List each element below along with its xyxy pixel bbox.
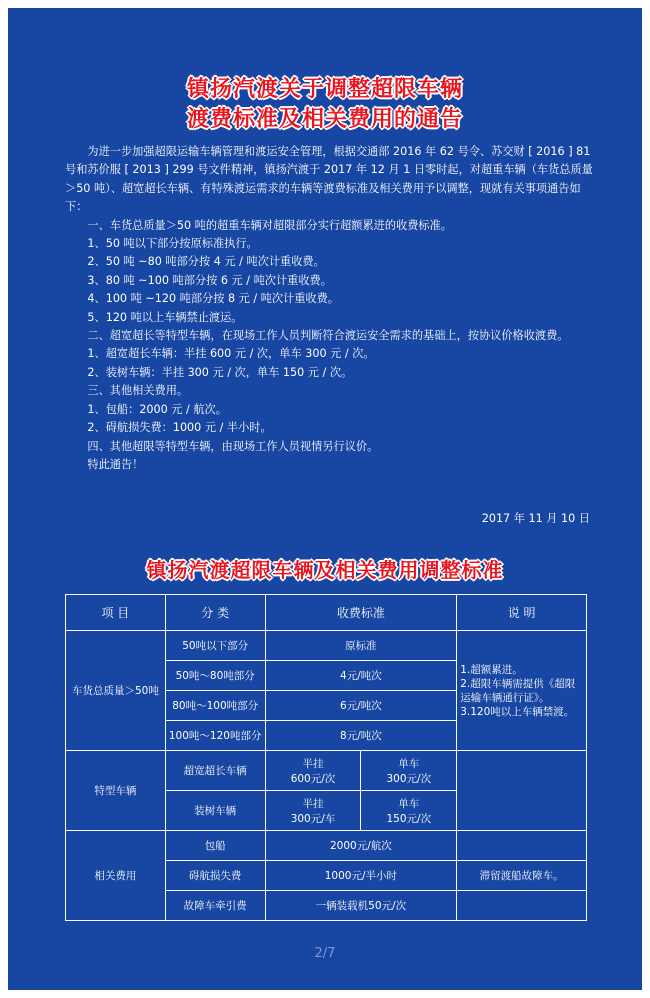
- table-row: [66, 751, 587, 791]
- clause-2-item-2: 2、装树车辆：半挂 300 元 / 次，单车 150 元 / 次。: [87, 365, 353, 379]
- clause-1-item-3: 3、80 吨 ~100 吨部分按 6 元 / 吨次计重收费。: [87, 273, 332, 287]
- clause-1-item-5: 5、120 吨以上车辆禁止渡运。: [87, 310, 243, 324]
- header-fee: 收费标准: [265, 595, 457, 631]
- fee-cell: 一辆装载机50元/次: [265, 891, 457, 921]
- heavy-item-cell: 车货总质量＞50吨: [66, 631, 166, 751]
- table-row: [66, 831, 587, 861]
- clause-2: 二、超宽超长等特型车辆，在现场工作人员判断符合渡运安全需求的基础上，按协议价格收渡费。: [87, 329, 569, 343]
- fee-cell: 6元/吨次: [265, 691, 457, 721]
- category-cell: 50吨以下部分: [165, 631, 265, 661]
- category-cell: 80吨～100吨部分: [165, 691, 265, 721]
- table-title: 镇扬汽渡超限车辆及相关费用调整标准: [146, 558, 504, 582]
- single-fee: 150元/次: [386, 812, 432, 825]
- single-label: 单车: [398, 797, 420, 810]
- header-item: 项 目: [66, 595, 166, 631]
- fee-cell: 1000元/半小时: [265, 861, 457, 891]
- closing-line: 特此通告！: [87, 457, 144, 471]
- notice-date: 2017 年 11 月 10 日: [481, 512, 590, 525]
- single-fee: 300元/次: [386, 772, 432, 785]
- fee-cell: 8元/吨次: [265, 721, 457, 751]
- notice-body: [65, 143, 593, 474]
- note-cell: 滞留渡船故障车。: [457, 861, 587, 891]
- fee-cell: 2000元/航次: [265, 831, 457, 861]
- table-row: [66, 631, 587, 661]
- heavy-notes-cell: [457, 631, 587, 751]
- category-cell: 故障车牵引费: [165, 891, 265, 921]
- category-cell: 超宽超长车辆: [165, 751, 265, 791]
- note-line: 1.超额累进。: [460, 663, 523, 676]
- table-header-row: [66, 595, 587, 631]
- clause-2-item-1: 1、超宽超长车辆：半挂 600 元 / 次，单车 300 元 / 次。: [87, 347, 375, 361]
- notice-title-line2: 渡费标准及相关费用的通告: [186, 107, 463, 132]
- semi-fee: 300元/车: [290, 812, 336, 825]
- category-cell: 包船: [165, 831, 265, 861]
- fee-cell: 4元/吨次: [265, 661, 457, 691]
- clause-3-item-2: 2、碍航损失费：1000 元 / 半小时。: [87, 421, 272, 435]
- semi-fee: 600元/次: [290, 772, 336, 785]
- special-notes-cell: [457, 751, 587, 831]
- clause-3: 三、其他相关费用。: [87, 384, 189, 398]
- notice-title-line1: 镇扬汽渡关于调整超限车辆: [186, 77, 463, 102]
- note-cell: [457, 891, 587, 921]
- fee-cell: 原标准: [265, 631, 457, 661]
- note-line: 3.120吨以上车辆禁渡。: [460, 705, 575, 718]
- clause-3-item-1: 1、包船：2000 元 / 航次。: [87, 402, 227, 416]
- header-category: 分 类: [165, 595, 265, 631]
- special-item-cell: 特型车辆: [66, 751, 166, 831]
- clause-1-item-4: 4、100 吨 ~120 吨部分按 8 元 / 吨次计重收费。: [87, 292, 339, 306]
- single-label: 单车: [398, 757, 420, 770]
- notice-panel: [8, 8, 642, 990]
- semi-fee-cell: [265, 791, 361, 831]
- related-item-cell: 相关费用: [66, 831, 166, 921]
- fee-table: [65, 594, 587, 921]
- category-cell: 50吨～80吨部分: [165, 661, 265, 691]
- category-cell: 碍航损失费: [165, 861, 265, 891]
- single-fee-cell: [361, 791, 457, 831]
- note-line: 2.超限车辆需提供《超限运输车辆通行证》。: [460, 677, 576, 704]
- page-number: 2/7: [314, 946, 336, 961]
- single-fee-cell: [361, 751, 457, 791]
- semi-fee-cell: [265, 751, 361, 791]
- semi-label: 半挂: [302, 797, 324, 810]
- intro-paragraph: 为进一步加强超限运输车辆管理和渡运安全管理，根据交通部 2016 年 62 号令、苏交财 [ 2016 ] 81 号和苏价服 [ 2013 ] 299 号文件精神，镇扬汽渡于 2017 年 12 月 1 日零时起，对超重车辆（车货总质量＞50 吨）、超宽超长车辆、有特殊渡运需求的车辆等渡费标准及相关费用予以调整，现就有关事项通告如下：: [65, 145, 593, 214]
- category-cell: 装树车辆: [165, 791, 265, 831]
- clause-4: 四、其他超限等特型车辆，由现场工作人员视情另行议价。: [87, 439, 379, 453]
- clause-1: 一、车货总质量＞50 吨的超重车辆对超限部分实行超额累进的收费标准。: [87, 218, 452, 232]
- category-cell: 100吨～120吨部分: [165, 721, 265, 751]
- semi-label: 半挂: [302, 757, 324, 770]
- note-cell: [457, 831, 587, 861]
- clause-1-item-1: 1、50 吨以下部分按原标准执行。: [87, 237, 258, 251]
- clause-1-item-2: 2、50 吨 ~80 吨部分按 4 元 / 吨次计重收费。: [87, 255, 325, 269]
- header-notes: 说 明: [457, 595, 587, 631]
